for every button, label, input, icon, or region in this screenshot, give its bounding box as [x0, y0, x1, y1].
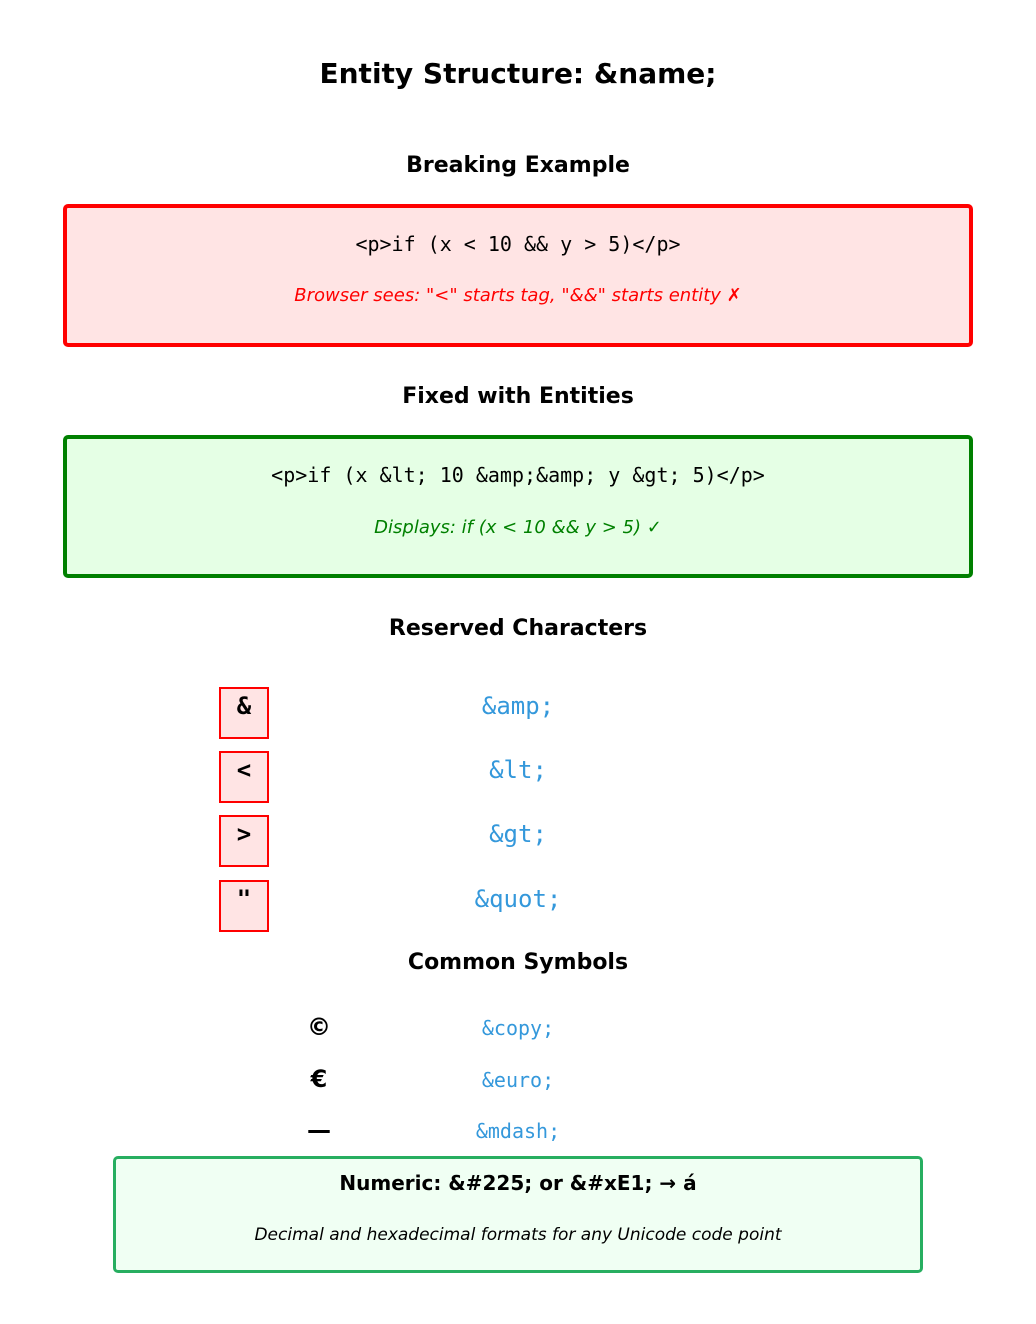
fixed-heading: Fixed with Entities	[402, 384, 634, 409]
reserved-char-less-than: <	[219, 751, 269, 803]
reserved-heading: Reserved Characters	[388, 616, 648, 641]
numeric-title: Numeric: &#225; or &#xE1; → á	[339, 1171, 697, 1195]
symbol-copyright: ©	[307, 1013, 331, 1041]
reserved-entity-lt: &lt;	[489, 756, 547, 784]
breaking-example-box	[63, 204, 973, 347]
breaking-note: Browser sees: "<" starts tag, "&&" starts entity ✗	[294, 285, 742, 306]
numeric-subtitle: Decimal and hexadecimal formats for any Unicode code point	[254, 1225, 782, 1245]
symbol-entity-copy: &copy;	[481, 1016, 555, 1040]
breaking-code: <p>if (x < 10 && y > 5)</p>	[355, 232, 681, 256]
reserved-char-ampersand: &	[219, 687, 269, 739]
symbol-entity-euro: &euro;	[481, 1068, 555, 1092]
symbol-euro: €	[310, 1065, 328, 1093]
reserved-entity-amp: &amp;	[481, 692, 555, 720]
fixed-code: <p>if (x &lt; 10 &amp;&amp; y &gt; 5)</p>	[271, 463, 765, 487]
breaking-heading: Breaking Example	[406, 153, 630, 178]
reserved-entity-quot: &quot;	[474, 885, 562, 913]
symbol-entity-mdash: &mdash;	[475, 1119, 561, 1143]
fixed-note: Displays: if (x < 10 && y > 5) ✓	[374, 517, 662, 538]
symbol-mdash: —	[307, 1116, 331, 1144]
reserved-char-greater-than: >	[219, 815, 269, 867]
fixed-example-box	[63, 435, 973, 578]
reserved-entity-gt: &gt;	[489, 820, 547, 848]
diagram-title: Entity Structure: &name;	[319, 57, 717, 90]
symbols-heading: Common Symbols	[407, 950, 629, 975]
reserved-char-quote: "	[219, 880, 269, 932]
